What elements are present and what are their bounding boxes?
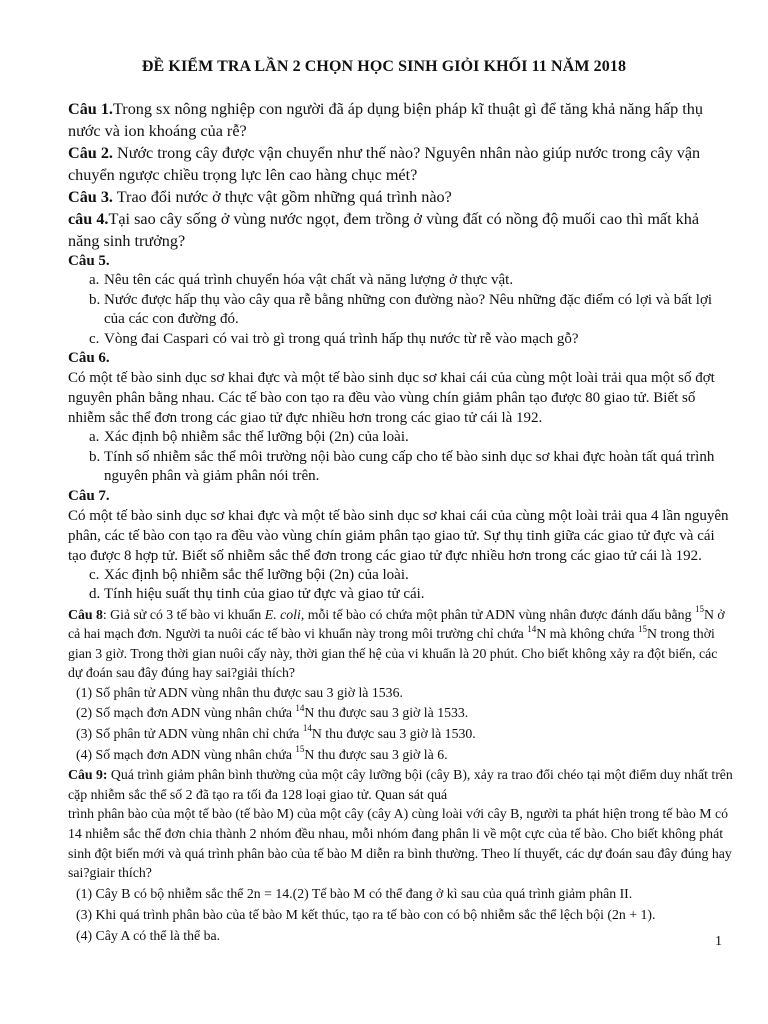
list-item [68,448,733,487]
list-item [68,566,733,586]
list-item [68,271,733,291]
question-1-label: Câu 1. [68,100,113,118]
isotope-superscript: 15 [295,744,305,755]
item-text: (3) Số phân tử ADN vùng nhân chỉ chứa [76,726,303,742]
list-item [68,291,733,330]
item-text: N thu được sau 3 giờ là 1530. [311,726,476,742]
list-item [68,745,733,766]
isotope-superscript: 14 [527,623,537,634]
item-marker: d. [89,586,101,602]
question-9-text: Quá trình giảm phân bình thường của một cây lưỡng bội (cây B), xảy ra trao đổi chéo tại một điểm duy nhất trên cặp nhiễm sắc thể số 2 đã tạo ra tối đa 128 loại giao tử. Quan sát quá [68,767,733,802]
question-8 [68,605,733,683]
item-text: Xác định bộ nhiễm sắc thể lưỡng bội (2n) của loài. [104,429,409,445]
list-item [68,428,733,448]
question-8-text: N ở cả hai mạch đơn. Người ta nuôi các tế bào vi khuẩn này trong môi trường chỉ chứa [68,606,725,642]
item-marker: b. [89,448,101,465]
question-4-text: Tại sao cây sống ở vùng nước ngọt, đem trồng ở vùng đất có nồng độ muối cao thì mất khả năng sinh trưởng? [68,210,700,250]
question-7-text: Có một tế bào sinh dục sơ khai đực và một tế bào sinh dục sơ khai cái của cùng một loài trải qua 4 lần nguyên phân, các tế bào con tạo ra đều vào vùng chín giảm phân tạo giao tử. Sự thụ tinh giữa các giao tử đực và cái tạo được 8 hợp tử. Biết số nhiễm sắc thể đơn trong các giao tử đực nhiều hơn trong các giao tử cái là 192. [68,507,729,564]
species-name: E. coli [264,606,301,622]
item-text: Tính số nhiễm sắc thể môi trường nội bào cung cấp cho tế bào sinh dục sơ khai đực hoàn tất quá trình nguyên phân và giảm phân nói trên. [104,448,715,484]
question-3-text: Trao đổi nước ở thực vật gồm những quá trình nào? [112,188,452,206]
document-body [68,98,733,947]
question-4-label: câu 4. [68,210,109,228]
question-9-continued: trình phân bào của một tế bào (tế bào M) của một cây (cây A) cùng loài với cây B, người ta phát hiện trong tế bào M có 14 nhiễm sắc thể đơn chia thành 2 nhóm đều nhau, mỗi nhóm đang phân li về một cực của tế bào. Cho biết không phát sinh đột biến mới và quá trình phân bào của tế bào M diễn ra bình thường. Theo lí thuyết, các dự đoán sau đây đúng hay sai?giair thích? [68,806,732,881]
item-text: Tính hiệu suất thụ tinh của giao tử đực và giao tử cái. [104,586,425,602]
list-item [68,585,733,605]
question-3-label: Câu 3. [68,188,113,206]
page-title: ĐỀ KIỂM TRA LẦN 2 CHỌN HỌC SINH GIỎI KHỐI 11 NĂM 2018 [141,58,627,75]
item-text: Nêu tên các quá trình chuyển hóa vật chất và năng lượng ở thực vật. [104,272,514,288]
isotope-superscript: 15 [637,623,647,634]
question-2 [68,142,733,186]
question-8-label: Câu 8 [68,606,103,622]
question-6-text: Có một tế bào sinh dục sơ khai đực và một tế bào sinh dục sơ khai cái của cùng một loài trải qua một số đợt nguyên phân bằng nhau. Các tế bào con tạo ra đều vào vùng chín giảm phân tạo được 80 giao tử. Biết số nhiễm sắc thể đơn trong các giao tử đực nhiều hơn trong các giao tử cái là 192. [68,370,715,426]
question-8-text: N mà không chứa [536,626,638,642]
isotope-superscript: 14 [295,702,305,713]
list-item [68,330,733,350]
question-2-label: Câu 2. [68,144,113,162]
item-marker: a. [89,272,100,288]
question-8-text: N trong thời gian 3 giờ. Trong thời gian nuôi cấy này, thời gian thế hệ của vi khuẩn là 20 phút. Cho biết không xảy ra đột biến, các dự đoán sau đây đúng hay sai?giải thích? [68,626,718,681]
item-text: N thu được sau 3 giờ là 6. [304,746,448,762]
item-marker: a. [89,429,100,445]
question-1-text: Trong sx nông nghiệp con người đã áp dụng biện pháp kĩ thuật gì để tăng khả năng hấp thụ nước và ion khoáng của rễ? [68,100,703,140]
page-number: 1 [715,934,722,949]
question-9 [68,765,733,804]
item-text: N thu được sau 3 giờ là 1533. [304,705,469,721]
question-9-label: Câu 9: [68,767,108,783]
question-3 [68,186,733,208]
list-item: (3) Khi quá trình phân bào của tế bào M kết thúc, tạo ra tế bào con có bộ nhiễm sắc thể lệch bội (2n + 1). [76,907,656,923]
question-5-label: Câu 5. [68,253,110,269]
question-4 [68,208,733,252]
isotope-superscript: 14 [302,723,312,734]
question-2-text: Nước trong cây được vận chuyển như thế nào? Nguyên nhân nào giúp nước trong cây vận chuyển ngược chiều trọng lực lên cao hàng chục mét? [68,144,701,184]
question-6-label: Câu 6. [68,350,110,366]
item-text: Vòng đai Caspari có vai trò gì trong quá trình hấp thụ nước từ rễ vào mạch gỗ? [104,330,579,347]
question-6-items [68,428,733,487]
question-8-text: : Giả sử có 3 tế bào vi khuẩn [102,606,265,622]
item-marker: c. [89,566,100,583]
question-8-text: , mỗi tế bào có chứa một phân tử ADN vùng nhân được đánh dấu bằng [300,606,695,622]
item-marker: c. [89,330,100,347]
list-item [68,724,733,745]
item-text: (4) Số mạch đơn ADN vùng nhân chứa [76,746,296,762]
list-item: (1) Cây B có bộ nhiễm sắc thể 2n = 14.(2) Tế bào M có thể đang ở kì sau của quá trình giảm phân II. [76,885,633,901]
question-8-items [68,683,733,765]
item-text: Nước được hấp thụ vào cây qua rễ bằng những con đường nào? Nêu những đặc điểm có lợi và bất lợi của các con đường đó. [104,291,713,327]
question-7-items [68,566,733,605]
item-text: (2) Số mạch đơn ADN vùng nhân chứa [76,705,296,721]
list-item: (1) Số phân tử ADN vùng nhân thu được sau 3 giờ là 1536. [76,684,403,700]
list-item [68,703,733,724]
isotope-superscript: 15 [694,603,704,614]
question-7-label: Câu 7. [68,487,110,504]
list-item: (4) Cây A có thể là thể ba. [76,928,221,944]
item-marker: b. [89,291,101,308]
question-9-items [68,883,733,947]
question-5-items [68,271,733,349]
item-text: Xác định bộ nhiễm sắc thể lưỡng bội (2n) của loài. [104,566,409,583]
question-1 [68,98,733,142]
